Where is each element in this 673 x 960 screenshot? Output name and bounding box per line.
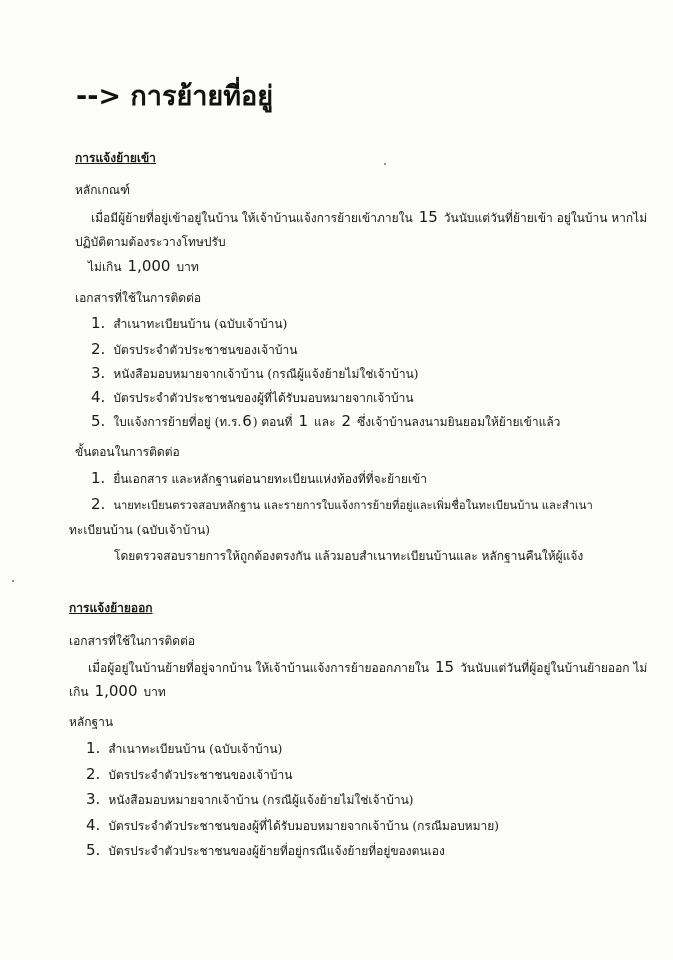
list-item	[91, 495, 593, 514]
move-out-line-1	[88, 658, 647, 676]
evidence-label: หลักฐาน	[69, 715, 114, 729]
step-2-continued: ทะเบียนบ้าน (ฉบับเจ้าบ้าน)	[69, 523, 210, 537]
fine-text-b: บาท	[176, 260, 199, 274]
list-text: นายทะเบียนตรวจสอบหลักฐาน และรายการใบแจ้งการย้ายที่อยู่และเพิ่มชื่อในทะเบียนบ้าน และสำเนา	[113, 499, 593, 512]
move-out-amount: 1,000	[94, 682, 138, 700]
criteria-text-b: วันนับแต่วันที่ย้ายเข้า อยู่ในบ้าน หากไม่	[443, 211, 648, 225]
list-text: บัตรประจำตัวประชาชนของเจ้าบ้าน	[113, 343, 298, 357]
part-number: 1	[298, 412, 308, 430]
list-text: บัตรประจำตัวประชาชนของผู้ย้ายที่อยู่กรณีแจ้งย้ายที่อยู่ของตนเอง	[108, 844, 445, 858]
list-text: ) ตอนที่	[252, 415, 293, 429]
list-number: 1.	[91, 469, 106, 487]
list-text: ซึ่งเจ้าบ้านลงนามยินยอมให้ย้ายเข้าแล้ว	[357, 415, 561, 429]
list-number: 3.	[86, 790, 101, 808]
criteria-text-a: เมื่อมีผู้ย้ายที่อยู่เข้าอยู่ในบ้าน ให้เจ้าบ้านแจ้งการย้ายเข้าภายใน	[91, 211, 413, 225]
list-text: และ	[314, 415, 336, 429]
fine-amount: 1,000	[127, 257, 171, 275]
list-item	[91, 388, 414, 406]
list-number: 3.	[91, 364, 106, 382]
list-number: 4.	[86, 816, 101, 834]
list-text: ยื่นเอกสาร และหลักฐานต่อนายทะเบียนแห่งท้องที่ที่จะย้ายเข้า	[113, 472, 427, 486]
scan-speck	[384, 163, 386, 165]
move-in-docs-label: เอกสารที่ใช้ในการติดต่อ	[75, 291, 202, 305]
move-out-line-2	[69, 682, 166, 700]
criteria-label: หลักเกณฑ์	[75, 183, 130, 197]
criteria-line-2: ปฏิบัติตามต้องระวางโทษปรับ	[75, 235, 226, 249]
page-title: --> การย้ายที่อยู่	[76, 81, 274, 112]
move-out-heading: การแจ้งย้ายออก	[69, 601, 153, 615]
move-out-text-b: วันนับแต่วันที่ผู้อยู่ในบ้านย้ายออก ไม่	[460, 661, 648, 675]
list-item	[91, 364, 418, 382]
move-out-text-d: บาท	[143, 685, 166, 699]
list-item	[86, 739, 282, 757]
move-in-steps-label: ขั้นตอนในการติดต่อ	[75, 445, 180, 459]
list-item	[86, 841, 445, 859]
list-item	[91, 412, 560, 430]
list-text: สำเนาทะเบียนบ้าน (ฉบับเจ้าบ้าน)	[108, 742, 283, 756]
move-in-heading: การแจ้งย้ายเข้า	[75, 151, 156, 165]
criteria-line-1	[91, 208, 647, 226]
list-text: หนังสือมอบหมายจากเจ้าบ้าน (กรณีผู้แจ้งย้ายไม่ใช่เจ้าบ้าน)	[113, 367, 419, 381]
form-number: 6	[242, 412, 252, 430]
list-text: ใบแจ้งการย้ายที่อยู่ (ท.ร.	[113, 415, 242, 429]
list-number: 2.	[91, 495, 106, 513]
list-number: 1.	[86, 739, 101, 757]
scan-speck	[12, 580, 14, 582]
list-item	[86, 765, 292, 783]
fine-text-a: ไม่เกิน	[88, 260, 122, 274]
list-number: 5.	[91, 412, 106, 430]
move-out-docs-label: เอกสารที่ใช้ในการติดต่อ	[69, 634, 196, 648]
list-number: 2.	[86, 765, 101, 783]
list-item	[91, 340, 297, 358]
list-item	[86, 790, 413, 808]
list-item	[91, 469, 427, 487]
list-number: 2.	[91, 340, 106, 358]
criteria-days: 15	[418, 208, 438, 226]
list-text: บัตรประจำตัวประชาชนของเจ้าบ้าน	[108, 768, 293, 782]
move-out-text-c: เกิน	[69, 685, 89, 699]
move-out-days: 15	[434, 658, 455, 676]
list-text: หนังสือมอบหมายจากเจ้าบ้าน (กรณีผู้แจ้งย้ายไม่ใช่เจ้าบ้าน)	[108, 793, 414, 807]
list-number: 4.	[91, 388, 106, 406]
fine-line	[88, 257, 199, 275]
step-2-note: โดยตรวจสอบรายการให้ถูกต้องตรงกัน แล้วมอบสำเนาทะเบียนบ้านและ หลักฐานคืนให้ผู้แจ้ง	[114, 549, 584, 563]
list-item	[86, 816, 499, 834]
list-item	[91, 314, 287, 332]
list-number: 5.	[86, 841, 101, 859]
move-out-text-a: เมื่อผู้อยู่ในบ้านย้ายที่อยู่จากบ้าน ให้เจ้าบ้านแจ้งการย้ายออกภายใน	[88, 661, 429, 675]
part-number: 2	[341, 412, 352, 430]
list-text: สำเนาทะเบียนบ้าน (ฉบับเจ้าบ้าน)	[113, 317, 288, 331]
list-text: บัตรประจำตัวประชาชนของผู้ที่ได้รับมอบหมายจากเจ้าบ้าน	[113, 391, 414, 405]
list-text: บัตรประจำตัวประชาชนของผู้ที่ได้รับมอบหมายจากเจ้าบ้าน (กรณีมอบหมาย)	[108, 819, 499, 833]
list-number: 1.	[91, 314, 106, 332]
